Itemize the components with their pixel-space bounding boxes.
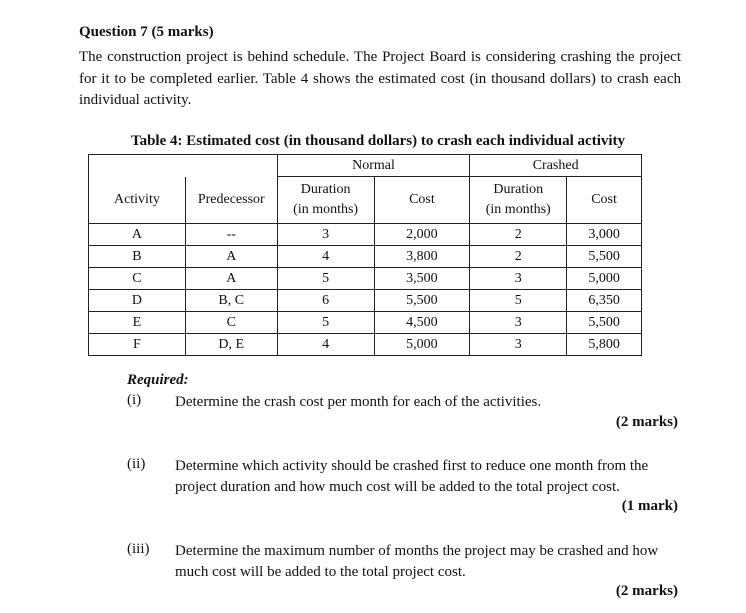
cell-normal-cost: 2,000 bbox=[374, 224, 470, 246]
table-group-header-row bbox=[89, 155, 642, 177]
table-column-header-row bbox=[89, 177, 642, 224]
cell-normal-duration: 3 bbox=[277, 224, 374, 246]
question-intro: The construction project is behind schedule. The Project Board is considering crashing the project for it to be completed earlier. Table 4 shows the estimated cost (in thousand dollars) to crash each individual activity. bbox=[79, 49, 681, 108]
col-crashed-duration-line1: Duration bbox=[493, 182, 544, 197]
question-title: Question 7 (5 marks) bbox=[79, 24, 214, 40]
marks-i: (2 marks) bbox=[615, 414, 678, 430]
crash-cost-table bbox=[88, 154, 642, 356]
col-crashed-duration-line2: (in months) bbox=[485, 202, 551, 217]
cell-crashed-duration: 3 bbox=[470, 312, 567, 334]
table-row bbox=[89, 290, 642, 312]
cell-predecessor: B, C bbox=[185, 290, 277, 312]
cell-normal-duration: 4 bbox=[277, 334, 374, 356]
cell-normal-cost: 5,500 bbox=[374, 290, 470, 312]
marks-ii: (1 mark) bbox=[621, 498, 678, 514]
cell-crashed-cost: 5,000 bbox=[567, 268, 642, 290]
question-text-i: Determine the crash cost per month for each of the activities. bbox=[175, 394, 542, 410]
cell-normal-duration: 5 bbox=[277, 268, 374, 290]
col-normal-duration bbox=[277, 177, 374, 224]
table-caption: Table 4: Estimated cost (in thousand dollars) to crash each individual activity bbox=[130, 133, 626, 149]
cell-activity: A bbox=[89, 224, 186, 246]
cell-crashed-cost: 3,000 bbox=[567, 224, 642, 246]
cell-normal-duration: 6 bbox=[277, 290, 374, 312]
cell-activity: D bbox=[89, 290, 186, 312]
cell-crashed-duration: 2 bbox=[470, 246, 567, 268]
table-row bbox=[89, 246, 642, 268]
cell-crashed-duration: 3 bbox=[470, 268, 567, 290]
col-normal-duration-line1: Duration bbox=[300, 182, 351, 197]
col-activity: Activity bbox=[89, 177, 186, 224]
col-normal-cost: Cost bbox=[374, 177, 470, 224]
cell-crashed-cost: 6,350 bbox=[567, 290, 642, 312]
cell-crashed-duration: 2 bbox=[470, 224, 567, 246]
col-predecessor: Predecessor bbox=[185, 177, 277, 224]
cell-predecessor: C bbox=[185, 312, 277, 334]
table-row bbox=[89, 334, 642, 356]
cell-crashed-duration: 5 bbox=[470, 290, 567, 312]
marks-iii: (2 marks) bbox=[615, 583, 678, 599]
table-row bbox=[89, 268, 642, 290]
required-heading: Required: bbox=[127, 372, 189, 388]
table-row bbox=[89, 224, 642, 246]
cell-normal-cost: 4,500 bbox=[374, 312, 470, 334]
cell-predecessor: A bbox=[185, 246, 277, 268]
cell-crashed-cost: 5,500 bbox=[567, 246, 642, 268]
question-number-i: (i) bbox=[127, 392, 142, 408]
cell-activity: C bbox=[89, 268, 186, 290]
cell-activity: E bbox=[89, 312, 186, 334]
cell-normal-cost: 3,500 bbox=[374, 268, 470, 290]
cell-crashed-duration: 3 bbox=[470, 334, 567, 356]
cell-activity: F bbox=[89, 334, 186, 356]
question-number-iii: (iii) bbox=[127, 541, 150, 557]
table-row bbox=[89, 312, 642, 334]
cell-normal-cost: 5,000 bbox=[374, 334, 470, 356]
cell-predecessor: A bbox=[185, 268, 277, 290]
question-text-iii: Determine the maximum number of months the project may be crashed and how much cost will be added to the total project cost. bbox=[175, 543, 659, 580]
question-text-ii: Determine which activity should be crashed first to reduce one month from the project duration and how much cost will be added to the total project cost. bbox=[175, 458, 649, 495]
cell-predecessor: D, E bbox=[185, 334, 277, 356]
cell-predecessor: -- bbox=[185, 224, 277, 246]
col-crashed-duration bbox=[470, 177, 567, 224]
question-number-ii: (ii) bbox=[127, 456, 146, 472]
col-crashed-cost: Cost bbox=[567, 177, 642, 224]
cell-crashed-cost: 5,500 bbox=[567, 312, 642, 334]
col-normal-duration-line2: (in months) bbox=[293, 202, 359, 217]
normal-group-header: Normal bbox=[277, 155, 470, 177]
cell-activity: B bbox=[89, 246, 186, 268]
cell-normal-cost: 3,800 bbox=[374, 246, 470, 268]
cell-normal-duration: 5 bbox=[277, 312, 374, 334]
crashed-group-header: Crashed bbox=[470, 155, 642, 177]
cell-crashed-cost: 5,800 bbox=[567, 334, 642, 356]
cell-normal-duration: 4 bbox=[277, 246, 374, 268]
